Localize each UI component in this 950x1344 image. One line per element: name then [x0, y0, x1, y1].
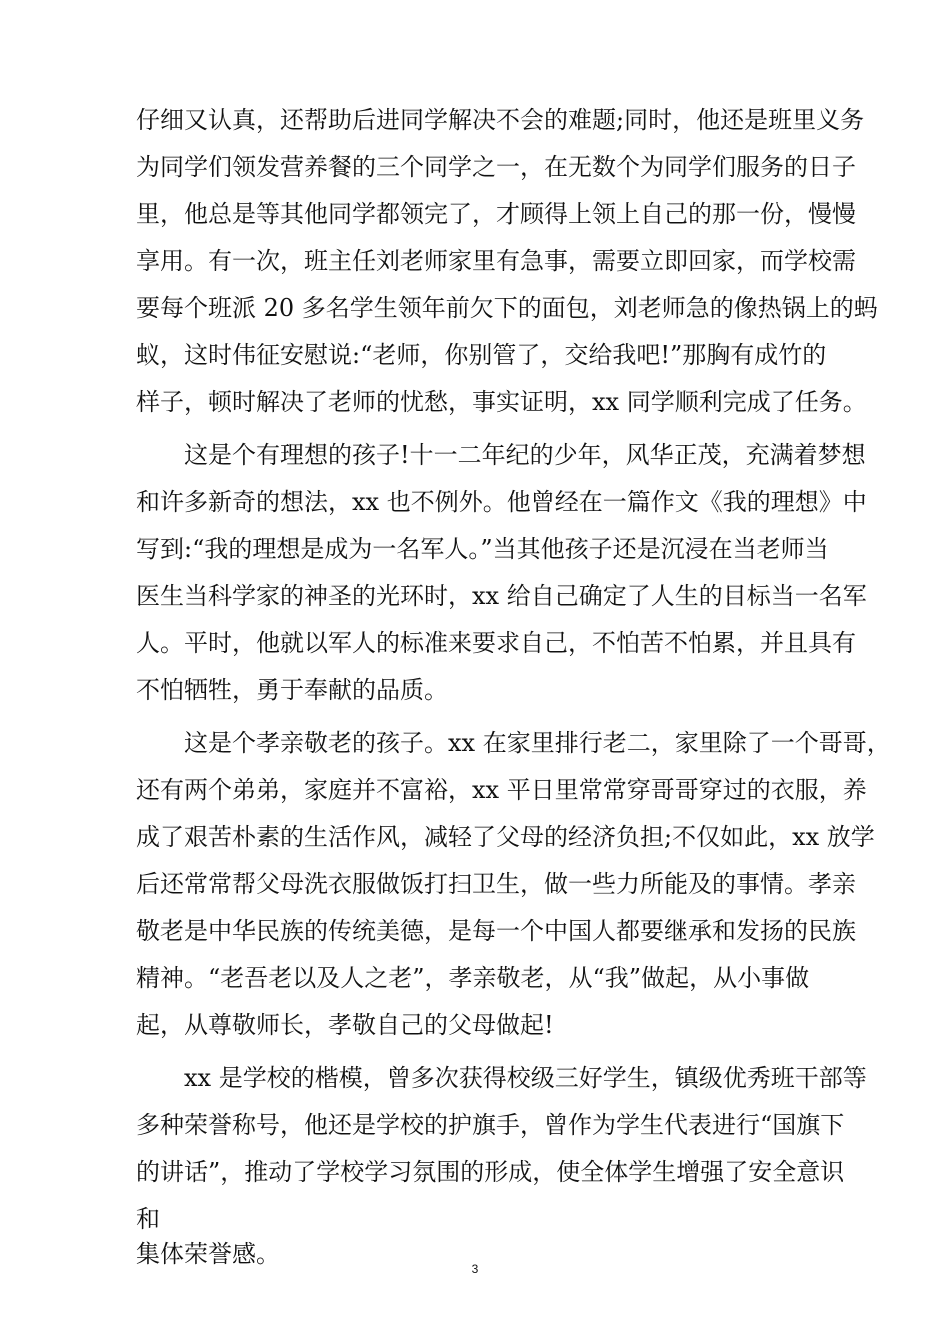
- text-line: 里，他总是等其他同学都领完了，才顾得上领上自己的那一份，慢慢: [136, 200, 856, 228]
- text-line: 和许多新奇的想法，xx 也不例外。他曾经在一篇作文《我的理想》中: [136, 488, 867, 516]
- text-line: 人。平时，他就以军人的标准来要求自己，不怕苦不怕累，并且具有: [136, 629, 856, 657]
- paragraph-first-line: xx 是学校的楷模，曾多次获得校级三好学生，镇级优秀班干部等: [184, 1064, 867, 1092]
- text-line: 医生当科学家的神圣的光环时，xx 给自己确定了人生的目标当一名军: [136, 582, 867, 610]
- text-line: 写到:“我的理想是成为一名军人。”当其他孩子还是沉浸在当老师当: [136, 535, 829, 563]
- text-line: 成了艰苦朴素的生活作风，减轻了父母的经济负担;不仅如此，xx 放学: [136, 823, 875, 851]
- paragraph-first-line: 这是个有理想的孩子!十一二年纪的少年，风华正茂，充满着梦想: [184, 441, 866, 469]
- text-line: 集体荣誉感。: [136, 1240, 280, 1268]
- text-line: 敬老是中华民族的传统美德，是每一个中国人都要继承和发扬的民族: [136, 917, 856, 945]
- text-line: 仔细又认真，还帮助后进同学解决不会的难题;同时，他还是班里义务: [136, 106, 865, 134]
- text-line: 起，从尊敬师长，孝敬自己的父母做起!: [136, 1011, 554, 1039]
- text-line: 多种荣誉称号，他还是学校的护旗手，曾作为学生代表进行“国旗下: [136, 1111, 845, 1139]
- text-line: 还有两个弟弟，家庭并不富裕，xx 平日里常常穿哥哥穿过的衣服，养: [136, 776, 867, 804]
- text-line: 为同学们领发营养餐的三个同学之一，在无数个为同学们服务的日子: [136, 153, 856, 181]
- text-line: 享用。有一次，班主任刘老师家里有急事，需要立即回家，而学校需: [136, 247, 856, 275]
- paragraph-first-line: 这是个孝亲敬老的孩子。xx 在家里排行老二，家里除了一个哥哥，: [184, 729, 891, 757]
- text-line: 后还常常帮父母洗衣服做饭打扫卫生，做一些力所能及的事情。孝亲: [136, 870, 856, 898]
- page-number: 3: [471, 1262, 479, 1276]
- text-line: 样子，顿时解决了老师的忧愁，事实证明，xx 同学顺利完成了任务。: [136, 388, 867, 416]
- text-line: 的讲话”，推动了学校学习氛围的形成，使全体学生增强了安全意识: [136, 1158, 845, 1186]
- text-line: 要每个班派 20 多名学生领年前欠下的面包，刘老师急的像热锅上的蚂: [136, 294, 878, 322]
- text-line: 蚁，这时伟征安慰说:“老师，你别管了，交给我吧!”那胸有成竹的: [136, 341, 827, 369]
- text-line: 和: [136, 1205, 160, 1233]
- text-line: 不怕牺牲，勇于奉献的品质。: [136, 676, 448, 704]
- text-line: 精神。“老吾老以及人之老”，孝亲敬老，从“我”做起，从小事做: [136, 964, 810, 992]
